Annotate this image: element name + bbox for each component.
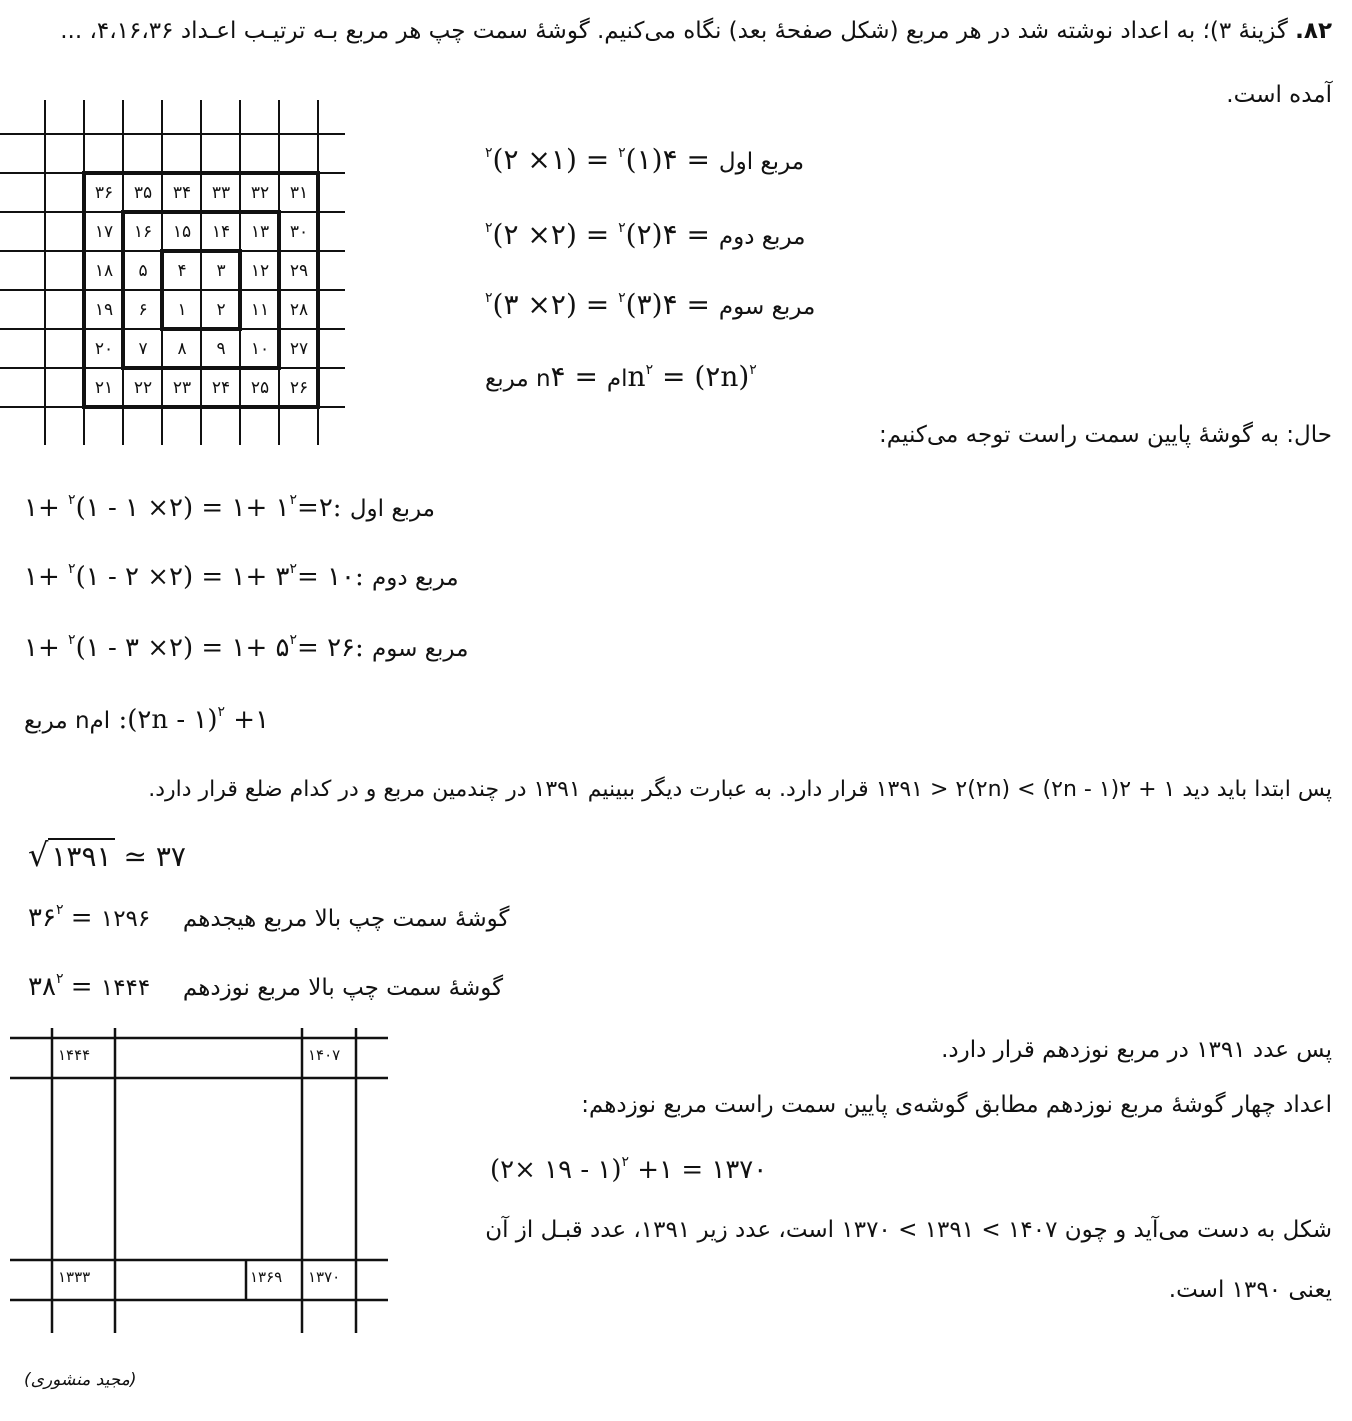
corner-19-line: $۳۸^۲$ = ۱۴۴۴ گوشهٔ سمت چپ بالا مربع نوزدهم: [28, 971, 504, 1002]
grid-cell: ۳۴: [172, 183, 192, 203]
final-formula: (۲× ۱۹ - ۱)$^۲$ +۱ = ۱۳۷۰: [490, 1154, 768, 1185]
corner-figure: [10, 1028, 390, 1333]
question-number: ۸۲.: [1295, 18, 1332, 44]
grid-cell: ۳: [216, 261, 226, 281]
grid-cell: ۲۴: [211, 378, 231, 398]
grid-cell: ۱۸: [94, 261, 114, 281]
grid-cell: ۲۲: [133, 378, 153, 398]
grid-cell: ۴: [177, 261, 187, 281]
grid-cell: ۲۰: [94, 339, 114, 359]
intro-line-1: [60, 16, 1332, 46]
para-4: یعنی ۱۳۹۰ است.: [1168, 1277, 1332, 1303]
grid-cell: ۳۱: [289, 183, 309, 203]
corner-top-right: ۱۴۰۷: [308, 1046, 341, 1064]
now-text: حال: به گوشهٔ پایین سمت راست توجه می‌کنیم:: [878, 422, 1332, 448]
grid-cell: ۲۶: [289, 378, 309, 398]
grid-cell: ۲: [216, 300, 226, 320]
grid-cell: ۳۶: [94, 183, 114, 203]
bottom-right-formula-1: مربع اول $:۲=۱^۲$ +۱ = (۲× ۱ - ۱)$^۲$ +۱: [24, 492, 435, 523]
grid-cell: ۳۵: [133, 183, 153, 203]
square-formula-n: مربع nام = $۴n^۲$ = (۲n)$^۲$: [485, 360, 757, 393]
grid-cell: ۹: [216, 339, 226, 359]
grid-cell: ۱۹: [94, 300, 114, 320]
grid-cell: ۱۷: [94, 222, 114, 242]
grid-cell: ۲۳: [172, 378, 192, 398]
para-3: شکل به دست می‌آید و چون ۱۴۰۷ > ۱۳۹۱ > ۱۳۷۰ است، عدد زیر ۱۳۹۱، عدد قبـل از آن: [485, 1217, 1332, 1243]
grid-cell: ۲۸: [289, 300, 309, 320]
bottom-right-formula-2: مربع دوم :۱۰ $=۳^۲$ +۱ = (۲× ۲ - ۱)$^۲$ +۱: [24, 561, 459, 592]
grid-cell: ۲۷: [289, 339, 309, 359]
grid-cell: ۳۰: [289, 222, 309, 242]
grid-cell: ۳۲: [250, 183, 270, 203]
grid-cell: ۵: [138, 261, 148, 281]
author-credit: (مجید منشوری): [24, 1370, 137, 1390]
bottom-right-formula-n: مربع nام :(۲n - ۱)$^۲$ +۱: [24, 704, 270, 735]
square-formula-3: مربع سوم = ۴(۳)$^۲$ = (۲× ۳)$^۲$: [485, 288, 816, 321]
grid-cell: ۲۵: [250, 378, 270, 398]
corner-18-line: $۳۶^۲$ = ۱۲۹۶ گوشهٔ سمت چپ بالا مربع هیجدهم: [28, 902, 510, 933]
grid-cell: ۷: [138, 339, 148, 359]
radical-icon: √: [28, 836, 49, 874]
bottom-right-formula-3: مربع سوم :۲۶ $=۵^۲$ +۱ = (۲× ۳ - ۱)$^۲$ +۱: [24, 632, 469, 663]
grid-cell: ۱۵: [172, 222, 192, 242]
grid-cell: ۱۴: [211, 222, 231, 242]
intro-line-2: آمده است.: [1226, 82, 1332, 108]
grid-cell: ۸: [177, 339, 187, 359]
spiral-grid: [0, 100, 350, 445]
corner-bottom-right: ۱۳۷۰: [308, 1268, 341, 1286]
intro-text: گزینهٔ ۳)؛ به اعداد نوشته شد در هر مربع (شکل صفحهٔ بعد) نگاه می‌کنیم. گوشهٔ سمت چپ هر مربع بـه ترتیـب اعـداد ۴،۱۶،۳۶، ...: [60, 18, 1288, 44]
grid-cell: ۱۱: [250, 300, 270, 320]
grid-cell: ۱۳: [250, 222, 270, 242]
para-1: پس عدد ۱۳۹۱ در مربع نوزدهم قرار دارد.: [941, 1037, 1332, 1063]
square-formula-1: مربع اول = ۴(۱)$^۲$ = (۱× ۲)$^۲$: [485, 143, 805, 176]
sqrt-line: √ ۱۳۹۱ ≃ ۳۷: [28, 836, 186, 874]
inequality-text: پس ابتدا باید دید ۱ + ۲(۱ - ۲n) > ۱۳۹۱ > ۲(۲n) قرار دارد. به عبارت دیگر ببینیم ۱۳۹۱ در چندمین مربع و در کدام ضلع قرار دارد.: [148, 777, 1332, 802]
grid-cell: ۱۰: [250, 339, 270, 359]
grid-cell: ۱۲: [250, 261, 270, 281]
corner-top-left: ۱۴۴۴: [58, 1046, 91, 1064]
para-2: اعداد چهار گوشهٔ مربع نوزدهم مطابق گوشه‌ی پایین سمت راست مربع نوزدهم:: [581, 1092, 1332, 1118]
grid-cell: ۶: [138, 300, 148, 320]
grid-cell: ۲۹: [289, 261, 309, 281]
corner-bottom-left: ۱۳۳۳: [58, 1268, 91, 1286]
grid-cell: ۳۳: [211, 183, 231, 203]
square-formula-2: مربع دوم = ۴(۲)$^۲$ = (۲× ۲)$^۲$: [485, 218, 806, 251]
grid-cell: ۱: [177, 300, 187, 320]
corner-figure-lines: [10, 1028, 390, 1333]
corner-bottom-mid: ۱۳۶۹: [250, 1268, 283, 1286]
grid-cell: ۲۱: [94, 378, 114, 398]
grid-cell: ۱۶: [133, 222, 153, 242]
